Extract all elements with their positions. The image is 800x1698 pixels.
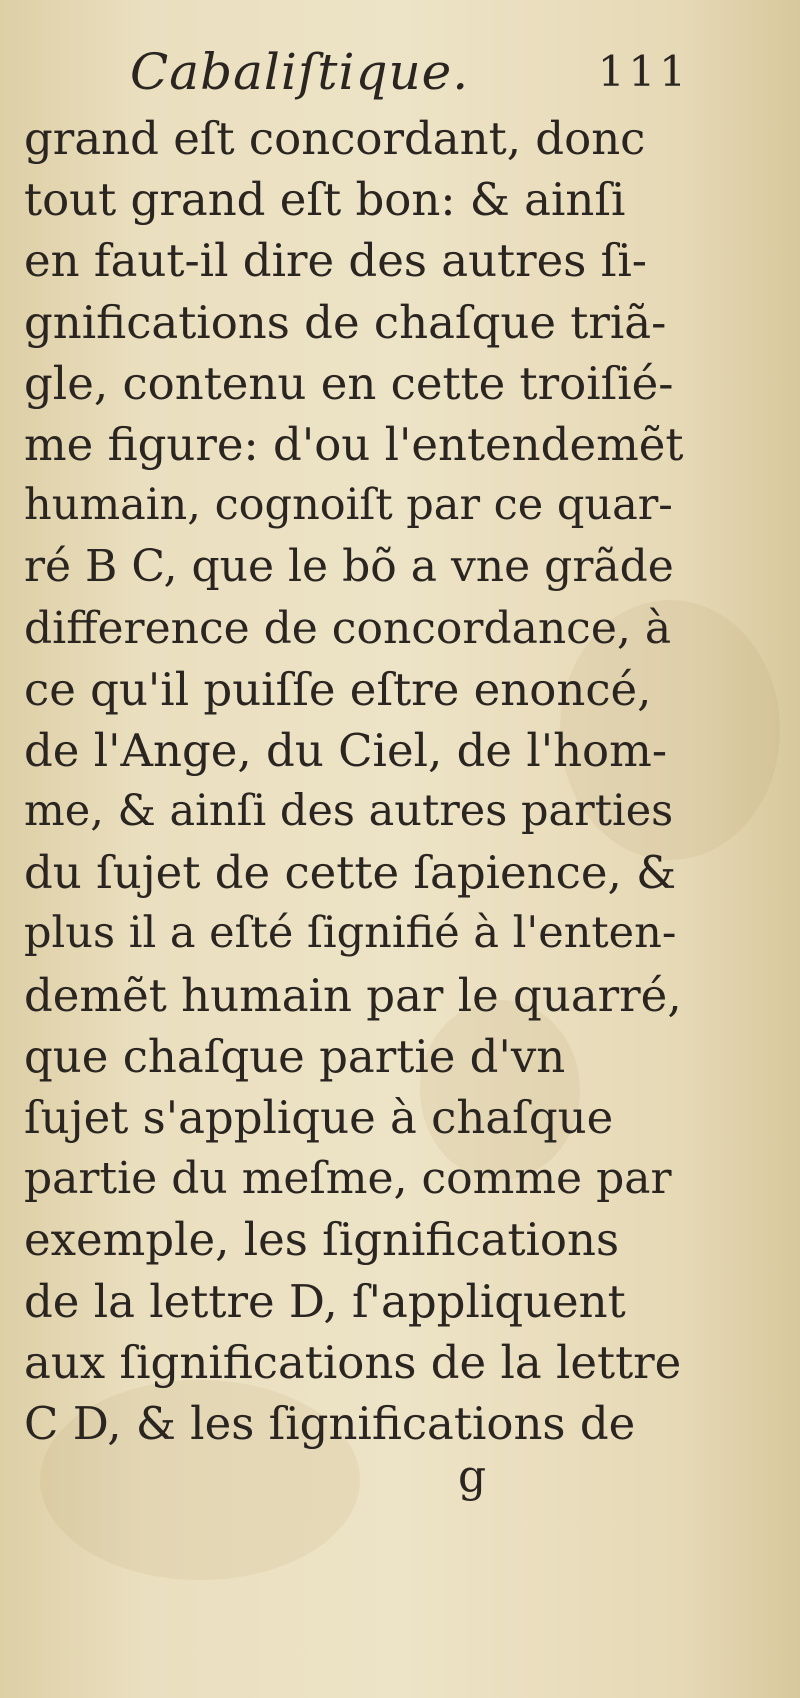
text-line: de la lettre D, ſ'appliquent (24, 1274, 626, 1328)
text-line: me figure: d'ou l'entendemẽt (24, 417, 684, 471)
page-number: 111 (597, 47, 690, 96)
text-line: de l'Ange, du Ciel, de l'hom- (24, 723, 668, 777)
text-line: exemple, les ſignifications (24, 1213, 620, 1267)
text-line: gle, contenu en cette troiſié- (24, 356, 674, 410)
text-line: ré B C, que le bõ a vne grãde (24, 541, 674, 593)
signature-mark: g (458, 1451, 487, 1502)
text-line: humain, cognoiſt par ce quar- (24, 480, 673, 531)
text-line: du ſujet de cette ſapience, & (24, 846, 677, 900)
text-line: que chaſque partie d'vn (24, 1029, 566, 1083)
text-line: demẽt humain par le quarré, (24, 968, 682, 1022)
running-head: Cabaliſtique. (130, 43, 470, 101)
text-line: me, & ainſi des autres parties (24, 786, 674, 837)
text-line: C D, & les ſignifications de (24, 1396, 636, 1450)
text-line: partie du meſme, comme par (24, 1153, 672, 1205)
text-line: gnifications de chaſque triã- (24, 295, 667, 349)
text-line: ce qu'il puiſſe eſtre enoncé, (24, 662, 652, 716)
body-text (24, 108, 684, 1454)
text-line: ſujet s'applique à chaſque (24, 1091, 614, 1144)
text-line: aux ſignifications de la lettre (24, 1335, 682, 1389)
text-line: difference de concordance, à (24, 602, 672, 654)
text-line: en faut-il dire des autres ſi- (24, 234, 647, 288)
text-line: plus il a eſté ſignifié à l'enten- (24, 908, 677, 959)
page-header (130, 42, 690, 102)
text-line: tout grand eſt bon: & ainſi (24, 173, 626, 227)
text-line: grand eſt concordant, donc (24, 112, 646, 165)
